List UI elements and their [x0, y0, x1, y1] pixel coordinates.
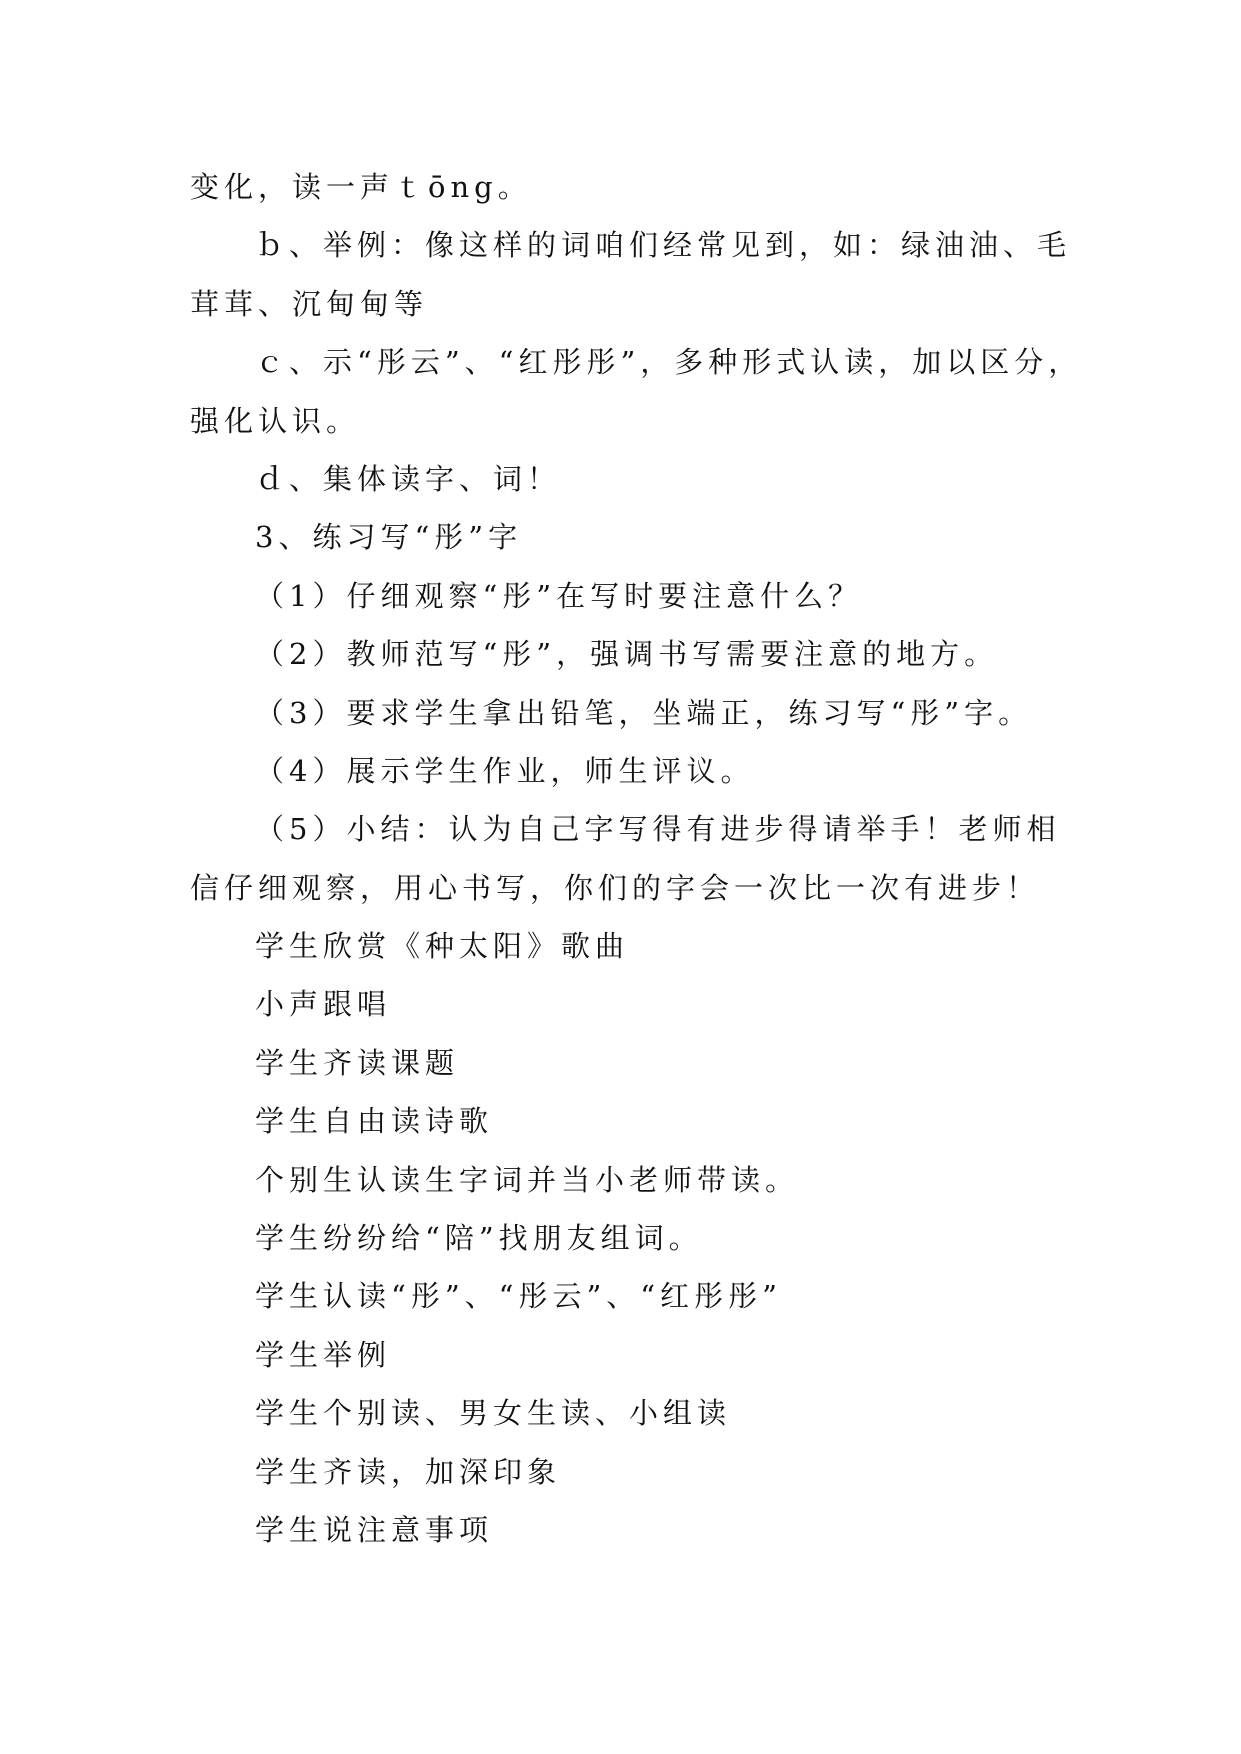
paragraph-line: （4）展示学生作业，师生评议。 — [255, 753, 755, 788]
paragraph-line: （2）教师范写“彤”，强调书写需要注意的地方。 — [255, 637, 999, 672]
paragraph-line: 3、练习写“彤”字 — [255, 520, 523, 555]
paragraph-line: 信仔细观察，用心书写，你们的字会一次比一次有进步！ — [190, 870, 1041, 905]
paragraph-line: ｄ、集体读字、词！ — [255, 461, 562, 496]
paragraph-line: 学生齐读课题 — [255, 1045, 460, 1080]
paragraph-line: （3）要求学生拿出铅笔，坐端正，练习写“彤”字。 — [255, 695, 1033, 730]
paragraph-line: 变化，读一声ｔōng。 — [190, 170, 532, 204]
paragraph-line: 学生举例 — [255, 1337, 392, 1372]
paragraph-line: ｃ、示“彤云”、“红彤彤”，多种形式认读，加以区分， — [255, 345, 1083, 380]
paragraph-line: 茸茸、沉甸甸等 — [190, 286, 429, 321]
paragraph-line: 小声跟唱 — [255, 987, 392, 1022]
paragraph-line: 学生欣赏《种太阳》歌曲 — [255, 929, 630, 964]
paragraph-line: 强化认识。 — [190, 403, 361, 438]
paragraph-line: 学生齐读，加深印象 — [255, 1454, 562, 1489]
paragraph-line: 学生认读“彤”、“彤云”、“红彤彤” — [255, 1279, 782, 1314]
paragraph-line: ｂ、举例：像这样的词咱们经常见到，如：绿油油、毛 — [255, 228, 1072, 263]
paragraph-line: （1）仔细观察“彤”在写时要注意什么？ — [255, 578, 863, 613]
paragraph-line: 学生个别读、男女生读、小组读 — [255, 1396, 732, 1431]
paragraph-line: 学生自由读诗歌 — [255, 1104, 494, 1139]
paragraph-line: 个别生认读生字词并当小老师带读。 — [255, 1162, 800, 1197]
paragraph-line: 学生说注意事项 — [255, 1512, 494, 1547]
paragraph-line: （5）小结：认为自己字写得有进步得请举手！老师相 — [255, 812, 1061, 847]
paragraph-line: 学生纷纷给“陪”找朋友组词。 — [255, 1221, 703, 1256]
body-text — [190, 158, 1083, 1559]
